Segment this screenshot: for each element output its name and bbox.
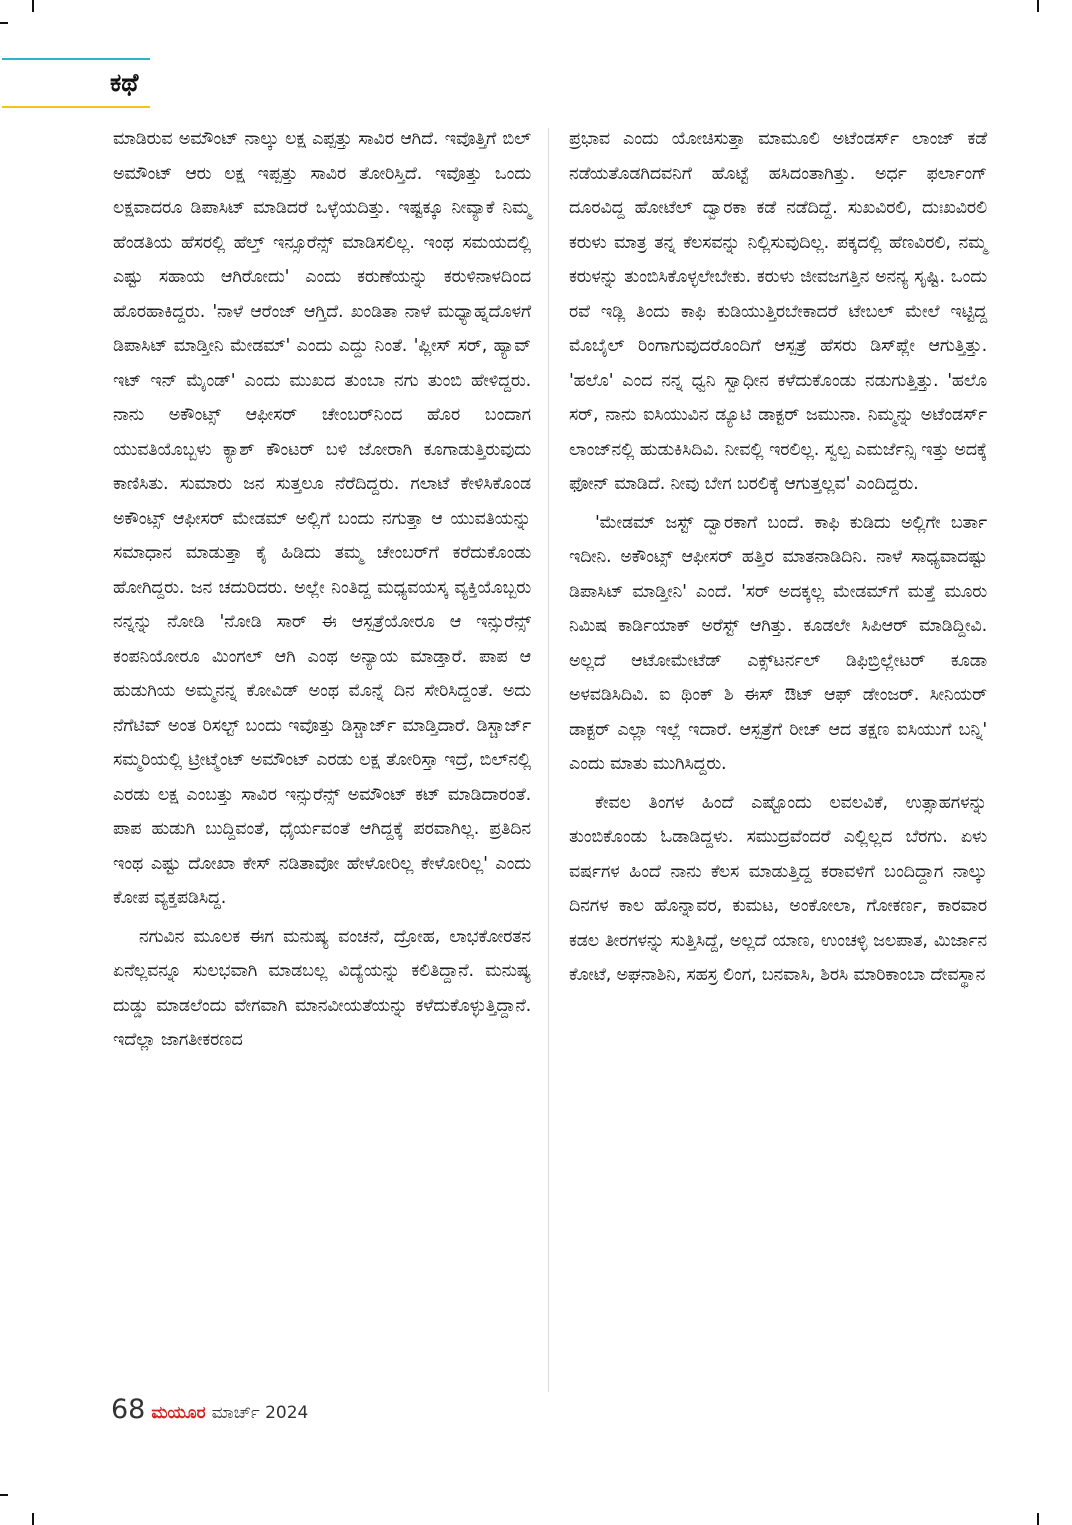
right-column bbox=[569, 122, 987, 993]
section-header-rules bbox=[2, 58, 150, 60]
crop-mark-top-left bbox=[32, 0, 34, 12]
crop-mark-bottom-right bbox=[1037, 1513, 1039, 1525]
left-paragraph-1: ಮಾಡಿರುವ ಅಮೌಂಟ್ ನಾಲ್ಕು ಲಕ್ಷ ಎಪ್ಪತ್ತು ಸಾವಿರ ಆಗಿದೆ. ಇವೊತ್ತಿಗೆ ಬಿಲ್ ಅಮೌಂಟ್ ಆರು ಲಕ್ಷ ಇಪ್ಪತ್ತು ಸಾವಿರ ತೋರಿಸ್ತಿದೆ. ಇವೊತ್ತು ಒಂದು ಲಕ್ಷವಾದರೂ ಡಿಪಾಸಿಟ್ ಮಾಡಿದರೆ ಒಳ್ಳೆಯದಿತ್ತು. ಇಷ್ಟಕ್ಕೂ ನೀವ್ಯಾಕೆ ನಿಮ್ಮ ಹೆಂಡತಿಯ ಹೆಸರಲ್ಲಿ ಹೆಲ್ತ್ ಇನ್ಸೂರೆನ್ಸ್ ಮಾಡಿಸಲಿಲ್ಲ. ಇಂಥ ಸಮಯದಲ್ಲಿ ಎಷ್ಟು ಸಹಾಯ ಆಗಿರೋದು' ಎಂದು ಕರುಣೆಯನ್ನು ಕರುಳಿನಾಳದಿಂದ ಹೊರಹಾಕಿದ್ದರು. 'ನಾಳೆ ಆರೆಂಜ್ ಆಗ್ತಿದೆ. ಖಂಡಿತಾ ನಾಳೆ ಮಧ್ಯಾಹ್ನದೊಳಗೆ ಡಿಪಾಸಿಟ್ ಮಾಡ್ತೀನಿ ಮೇಡಮ್' ಎಂದು ಎದ್ದು ನಿಂತೆ. 'ಪ್ಲೀಸ್ ಸರ್, ಹ್ಯಾವ್ ಇಟ್ ಇನ್ ಮೈಂಡ್' ಎಂದು ಮುಖದ ತುಂಬಾ ನಗು ತುಂಬಿ ಹೇಳಿದ್ದರು. ನಾನು ಅಕೌಂಟ್ಸ್ ಆಫೀಸರ್ ಚೇಂಬರ್‌ನಿಂದ ಹೊರ ಬಂದಾಗ ಯುವತಿಯೊಬ್ಬಳು ಕ್ಯಾಶ್ ಕೌಂಟರ್ ಬಳಿ ಜೋರಾಗಿ ಕೂಗಾಡುತ್ತಿರುವುದು ಕಾಣಿಸಿತು. ಸುಮಾರು ಜನ ಸುತ್ತಲೂ ನೆರೆದಿದ್ದರು. ಗಲಾಟೆ ಕೇಳಿಸಿಕೊಂಡ ಅಕೌಂಟ್ಸ್ ಆಫೀಸರ್ ಮೇಡಮ್ ಅಲ್ಲಿಗೆ ಬಂದು ನಗುತ್ತಾ ಆ ಯುವತಿಯನ್ನು ಸಮಾಧಾನ ಮಾಡುತ್ತಾ ಕೈ ಹಿಡಿದು ತಮ್ಮ ಚೇಂಬರ್‌ಗೆ ಕರೆದುಕೊಂಡು ಹೋಗಿದ್ದರು. ಜನ ಚದುರಿದರು. ಅಲ್ಲೇ ನಿಂತಿದ್ದ ಮಧ್ಯವಯಸ್ಕ ವ್ಯಕ್ತಿಯೊಬ್ಬರು ನನ್ನನ್ನು ನೋಡಿ 'ನೋಡಿ ಸಾರ್ ಈ ಆಸ್ಪತ್ರೆಯೋರೂ ಆ ಇನ್ಸುರೆನ್ಸ್ ಕಂಪನಿಯೋರೂ ಮಿಂಗಲ್ ಆಗಿ ಎಂಥ ಅನ್ಯಾಯ ಮಾಡ್ತಾರೆ. ಪಾಪ ಆ ಹುಡುಗಿಯ ಅಮ್ಮನನ್ನ ಕೋವಿಡ್ ಅಂಥ ಮೊನ್ನೆ ದಿನ ಸೇರಿಸಿದ್ದಂತೆ. ಅದು ನೆಗೆಟಿವ್ ಅಂತ ರಿಸಲ್ಟ್ ಬಂದು ಇವೊತ್ತು ಡಿಸ್ಚಾರ್ಜ್ ಮಾಡ್ತಿದಾರೆ. ಡಿಸ್ಚಾರ್ಜ್ ಸಮ್ಮರಿಯಲ್ಲಿ ಟ್ರೀಟ್ಮೆಂಟ್ ಅಮೌಂಟ್ ಎರಡು ಲಕ್ಷ ತೋರಿಸ್ತಾ ಇದ್ರೆ, ಬಿಲ್‌ನಲ್ಲಿ ಎರಡು ಲಕ್ಷ ಎಂಬತ್ತು ಸಾವಿರ ಇನ್ಸುರೆನ್ಸ್ ಅಮೌಂಟ್ ಕಟ್ ಮಾಡಿದಾರಂತೆ. ಪಾಪ ಹುಡುಗಿ ಬುದ್ದಿವಂತೆ, ಧೈರ್ಯವಂತೆ ಆಗಿದ್ದಕ್ಕೆ ಪರವಾಗಿಲ್ಲ. ಪ್ರತಿದಿನ ಇಂಥ ಎಷ್ಟು ದೋಖಾ ಕೇಸ್ ನಡಿತಾವೋ ಹೇಳೋರಿಲ್ಲ ಕೇಳೋರಿಲ್ಲ' ಎಂದು ಕೋಪ ವ್ಯಕ್ತಪಡಿಸಿದ್ದ. bbox=[113, 129, 531, 908]
column-divider bbox=[548, 128, 549, 1392]
right-paragraph-2: 'ಮೇಡಮ್ ಜಸ್ಟ್ ದ್ವಾರಕಾಗೆ ಬಂದೆ. ಕಾಫಿ ಕುಡಿದು ಅಲ್ಲಿಗೇ ಬರ್ತಾ ಇದೀನಿ. ಅಕೌಂಟ್ಸ್ ಆಫೀಸರ್ ಹತ್ತಿರ ಮಾತನಾಡಿದಿನಿ. ನಾಳೆ ಸಾಧ್ಯವಾದಷ್ಟು ಡಿಪಾಸಿಟ್ ಮಾಡ್ತೀನಿ' ಎಂದೆ. 'ಸರ್ ಅದಕ್ಕಲ್ಲ ಮೇಡಮ್‌ಗೆ ಮತ್ತೆ ಮೂರು ನಿಮಿಷ ಕಾರ್ಡಿಯಾಕ್ ಅರೆಸ್ಟ್ ಆಗಿತ್ತು. ಕೂಡಲೇ ಸಿಪಿಆರ್ ಮಾಡಿದ್ದೀವಿ. ಅಲ್ಲದೆ ಆಟೋಮೇಟೆಡ್ ಎಕ್ಸ್‌ಟರ್ನಲ್ ಡಿಫಿಬ್ರಿಲ್ಲೇಟರ್ ಕೂಡಾ ಅಳವಡಿಸಿದಿವಿ. ಐ ಥಿಂಕ್ ಶಿ ಈಸ್ ಔಟ್ ಆಫ್ ಡೇಂಜರ್. ಸೀನಿಯರ್ ಡಾಕ್ಟರ್ ಎಲ್ಲಾ ಇಲ್ಲೆ ಇದಾರೆ. ಆಸ್ಪತ್ರೆಗೆ ರೀಚ್ ಆದ ತಕ್ಷಣ ಐಸಿಯುಗೆ ಬನ್ನಿ' ಎಂದು ಮಾತು ಮುಗಿಸಿದ್ದರು. bbox=[569, 512, 987, 774]
magazine-name: ಮಯೂರ bbox=[151, 1403, 206, 1423]
page-number: 68 bbox=[111, 1394, 146, 1425]
left-column bbox=[113, 122, 531, 1058]
crop-mark-left-bottom bbox=[0, 1494, 8, 1496]
issue-date: ಮಾರ್ಚ್ 2024 bbox=[211, 1403, 309, 1423]
crop-mark-bottom-left bbox=[32, 1513, 34, 1525]
section-rule-teal bbox=[2, 58, 150, 60]
crop-mark-left-top bbox=[0, 22, 8, 24]
section-label: ಕಥೆ bbox=[110, 68, 139, 97]
page-footer bbox=[111, 1394, 308, 1428]
section-rule-yellow bbox=[2, 106, 150, 108]
left-paragraph-2: ನಗುವಿನ ಮೂಲಕ ಈಗ ಮನುಷ್ಯ ವಂಚನೆ, ದ್ರೋಹ, ಲಾಭಕೋರತನ ಏನೆಲ್ಲವನ್ನೂ ಸುಲಭವಾಗಿ ಮಾಡಬಲ್ಲ ವಿದ್ಯೆಯನ್ನು ಕಲಿತಿದ್ದಾನೆ. ಮನುಷ್ಯ ದುಡ್ಡು ಮಾಡಲೆಂದು ವೇಗವಾಗಿ ಮಾನವೀಯತೆಯನ್ನು ಕಳೆದುಕೊಳ್ಳುತ್ತಿದ್ದಾನೆ. ಇದೆಲ್ಲಾ ಜಾಗತೀಕರಣದ bbox=[113, 926, 531, 1050]
crop-mark-top-right bbox=[1037, 0, 1039, 12]
right-paragraph-3: ಕೇವಲ ತಿಂಗಳ ಹಿಂದೆ ಎಷ್ಟೊಂದು ಲವಲವಿಕೆ, ಉತ್ಸಾಹಗಳನ್ನು ತುಂಬಿಕೊಂಡು ಓಡಾಡಿದ್ದಳು. ಸಮುದ್ರವೆಂದರೆ ಎಲ್ಲಿಲ್ಲದ ಬೆರಗು. ಏಳು ವರ್ಷಗಳ ಹಿಂದೆ ನಾನು ಕೆಲಸ ಮಾಡುತ್ತಿದ್ದ ಕರಾವಳಿಗೆ ಬಂದಿದ್ದಾಗ ನಾಲ್ಕು ದಿನಗಳ ಕಾಲ ಹೊನ್ನಾವರ, ಕುಮಟ, ಅಂಕೋಲಾ, ಗೋಕರ್ಣ, ಕಾರವಾರ ಕಡಲ ತೀರಗಳನ್ನು ಸುತ್ತಿಸಿದ್ದೆ, ಅಲ್ಲದೆ ಯಾಣ, ಉಂಚಳ್ಳಿ ಜಲಪಾತ, ಮಿರ್ಜಾನ ಕೋಟೆ, ಅಘನಾಶಿನಿ, ಸಹಸ್ರ ಲಿಂಗ, ಬನವಾಸಿ, ಶಿರಸಿ ಮಾರಿಕಾಂಬಾ ದೇವಸ್ಥಾನ bbox=[569, 792, 987, 985]
right-paragraph-1: ಪ್ರಭಾವ ಎಂದು ಯೋಚಿಸುತ್ತಾ ಮಾಮೂಲಿ ಅಟೆಂಡರ್ಸ್ ಲಾಂಜ್ ಕಡೆ ನಡೆಯತೊಡಗಿದವನಿಗೆ ಹೊಟ್ಟೆ ಹಸಿದಂತಾಗಿತ್ತು. ಅರ್ಧ ಫರ್ಲಾಂಗ್ ದೂರವಿದ್ದ ಹೋಟೆಲ್ ದ್ವಾರಕಾ ಕಡೆ ನಡೆದಿದ್ದೆ. ಸುಖವಿರಲಿ, ದುಃಖವಿರಲಿ ಕರುಳು ಮಾತ್ರ ತನ್ನ ಕೆಲಸವನ್ನು ನಿಲ್ಲಿಸುವುದಿಲ್ಲ. ಪಕ್ಕದಲ್ಲಿ ಹೆಣವಿರಲಿ, ನಮ್ಮ ಕರುಳನ್ನು ತುಂಬಿಸಿಕೊಳ್ಳಲೇಬೇಕು. ಕರುಳು ಜೀವಜಗತ್ತಿನ ಅನನ್ಯ ಸೃಷ್ಟಿ. ಒಂದು ರವೆ ಇಡ್ಲಿ ತಿಂದು ಕಾಫಿ ಕುಡಿಯುತ್ತಿರಬೇಕಾದರೆ ಟೇಬಲ್ ಮೇಲೆ ಇಟ್ಟಿದ್ದ ಮೊಬೈಲ್ ರಿಂಗಾಗುವುದರೊಂದಿಗೆ ಆಸ್ಪತ್ರೆ ಹೆಸರು ಡಿಸ್‌ಪ್ಲೇ ಆಗುತ್ತಿತ್ತು. 'ಹಲೊ' ಎಂದ ನನ್ನ ಧ್ವನಿ ಸ್ವಾಧೀನ ಕಳೆದುಕೊಂಡು ನಡುಗುತ್ತಿತ್ತು. 'ಹಲೊ ಸರ್, ನಾನು ಐಸಿಯುವಿನ ಡ್ಯೂಟಿ ಡಾಕ್ಟರ್ ಜಮುನಾ. ನಿಮ್ಮನ್ನು ಅಟೆಂಡರ್ಸ್ ಲಾಂಜ್‌ನಲ್ಲಿ ಹುಡುಕಿಸಿದಿವಿ. ನೀವಲ್ಲಿ ಇರಲಿಲ್ಲ. ಸ್ವಲ್ಪ ಎಮರ್ಜೆನ್ಸಿ ಇತ್ತು ಅದಕ್ಕೆ ಫೋನ್ ಮಾಡಿದೆ. ನೀವು ಬೇಗ ಬರಲಿಕ್ಕೆ ಆಗುತ್ತಲ್ಲವ' ಎಂದಿದ್ದರು. bbox=[569, 129, 987, 494]
